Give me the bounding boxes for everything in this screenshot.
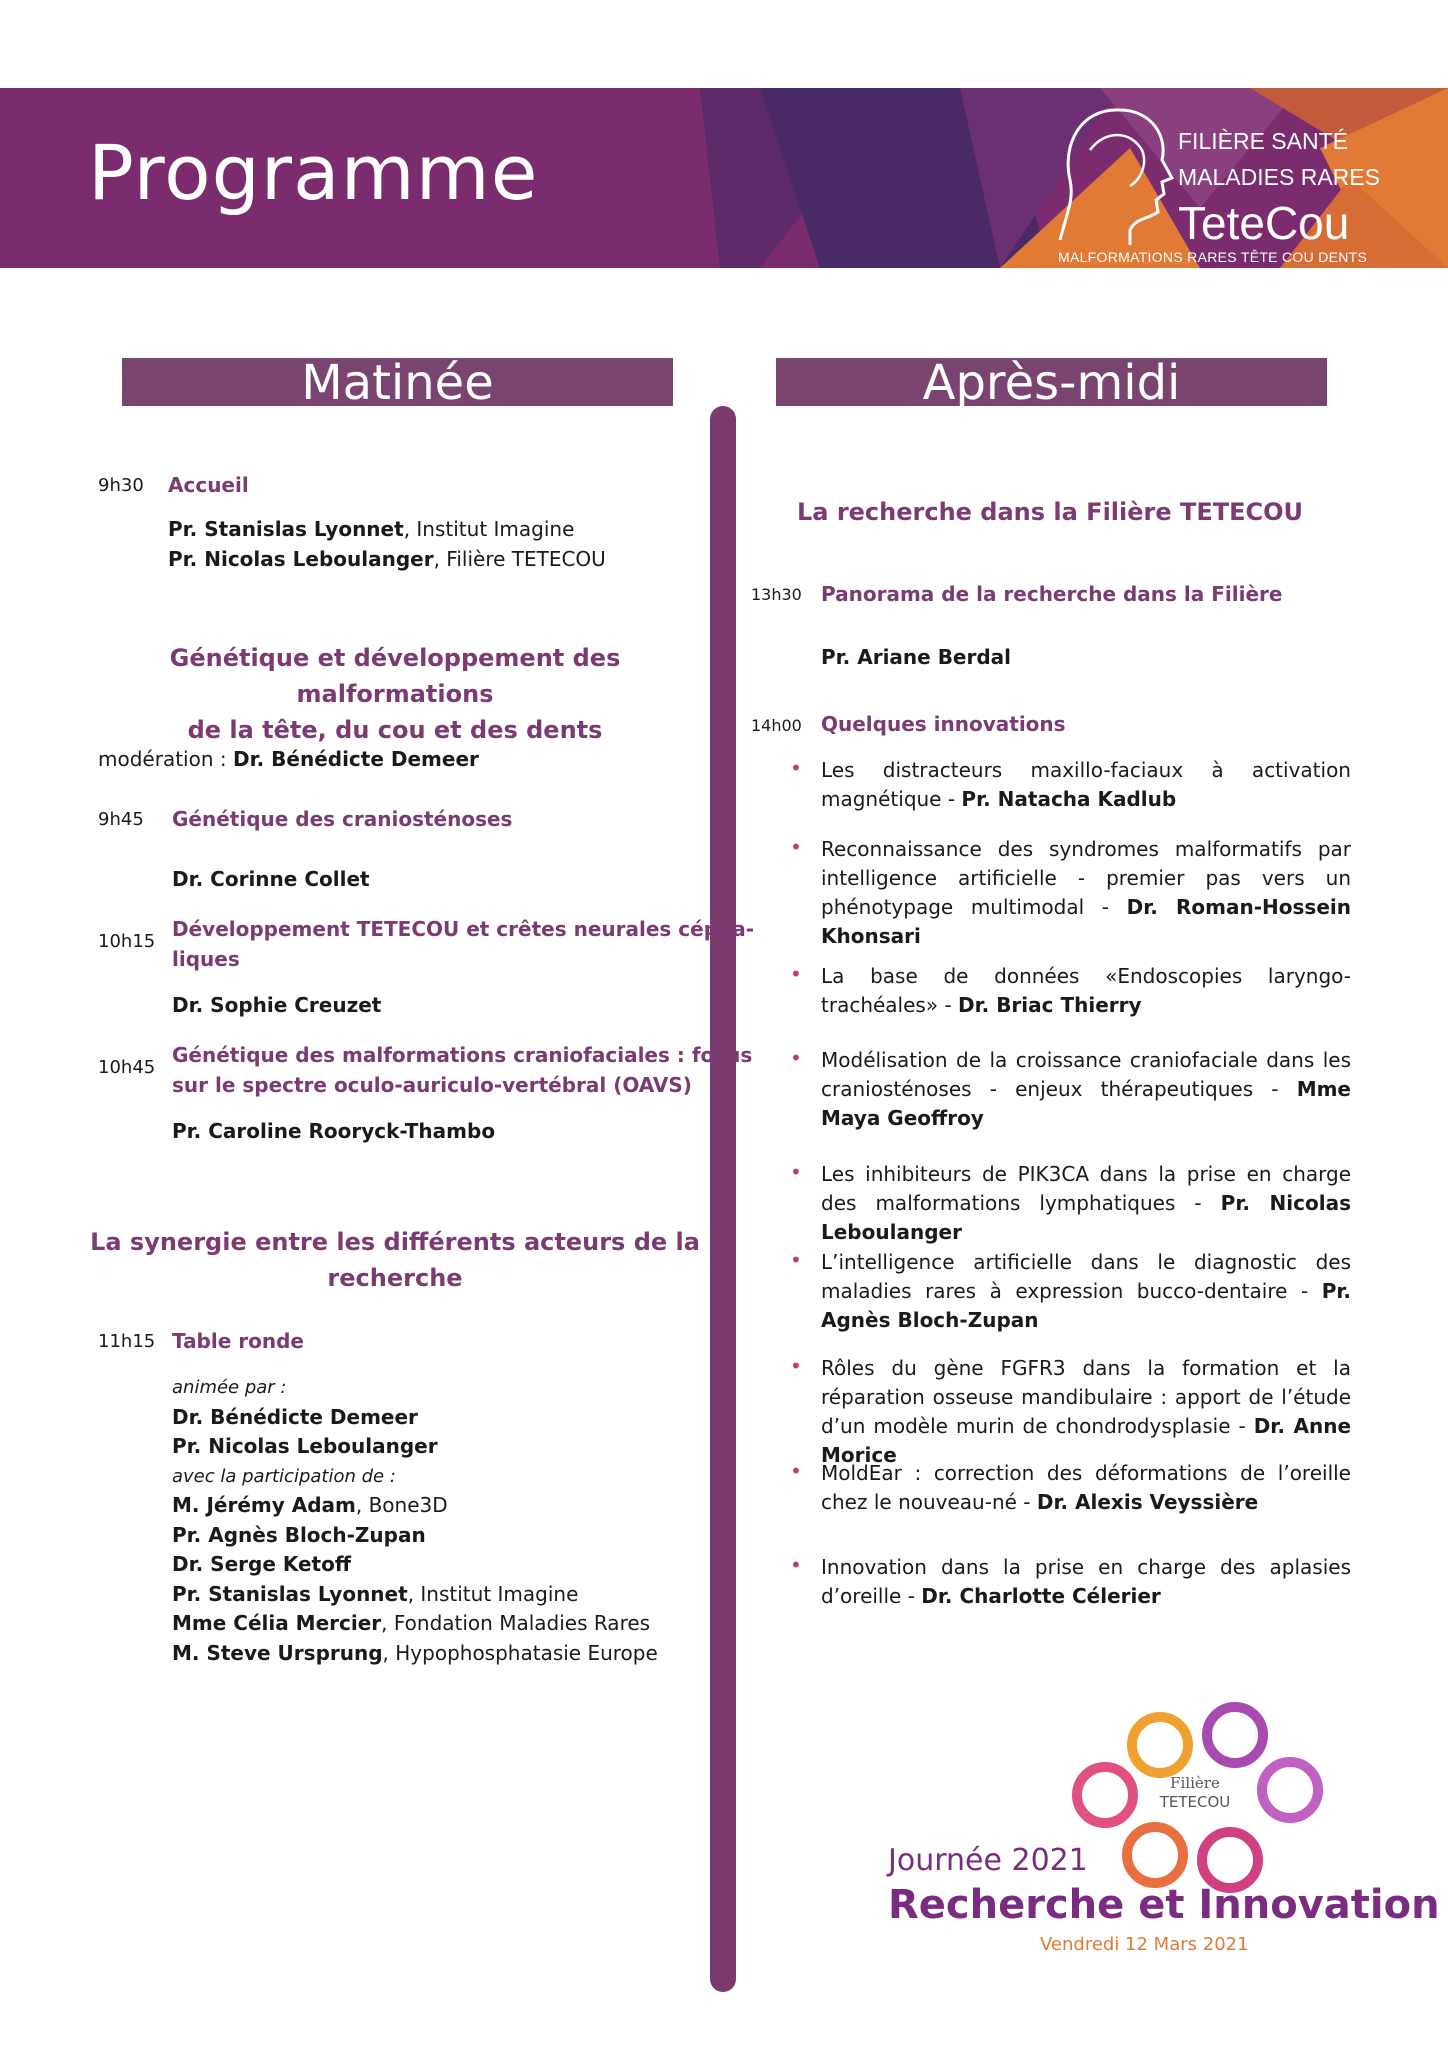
bullet-icon: •: [790, 1459, 802, 1483]
speaker-affil: , Institut Imagine: [403, 517, 575, 541]
animated-by-label: animée par :: [172, 1377, 287, 1398]
innovation-text: MoldEar : correction des déformations de l’oreille chez: [821, 1461, 1351, 1514]
session-title-line: Génétique des malformations craniofaciales : focus: [172, 1043, 753, 1067]
speaker-name: Pr. Stanislas Lyonnet: [168, 517, 404, 541]
innovation-text: Reconnaissance des syndromes malformatifs: [821, 837, 1302, 861]
bullet-icon: •: [790, 756, 802, 780]
welcome-speaker: [168, 514, 574, 544]
innovation-text: La base de données «Endoscopies laryngo-trachéales»: [821, 964, 1351, 1017]
innovation-speaker: Dr. Anne Morice: [821, 1414, 1352, 1467]
innovation-text: L’intelligence artificielle dans le diagnostic des: [821, 1250, 1351, 1274]
innovation-item: [821, 1553, 1351, 1611]
innovation-text: d’oreille -: [821, 1584, 922, 1608]
innovation-text: le nouveau-né -: [873, 1490, 1037, 1514]
innovation-text: -: [944, 993, 959, 1017]
innovation-item: [821, 1248, 1351, 1335]
innovation-text: Les distracteurs maxillo-faciaux à activation: [821, 758, 1351, 782]
innovation-item: [821, 1160, 1351, 1247]
participant-name: M. Steve Ursprung: [172, 1640, 383, 1665]
participant: [172, 1609, 658, 1639]
moderation-name: Dr. Bénédicte Demeer: [232, 747, 479, 771]
participant-name: M. Jérémy Adam: [172, 1493, 356, 1517]
innovation-text: osseuse mandibulaire : apport de l’étude d’un modèle: [821, 1385, 1352, 1438]
innovation-text: maladies rares à expression bucco-dentaire -: [821, 1279, 1322, 1303]
innovation-text: Innovation dans la prise en charge des aplasies: [821, 1555, 1351, 1579]
bullet-icon: •: [790, 835, 802, 859]
panorama-time: 13h30: [751, 585, 802, 604]
innovation-text: murin de chondrodysplasie -: [955, 1414, 1254, 1438]
roundtable-list: [172, 1373, 658, 1668]
participant: [172, 1580, 658, 1610]
theme-synergy: [90, 1224, 700, 1296]
session-title: Génétique des craniosténoses: [172, 807, 513, 831]
theme-line: recherche: [327, 1264, 463, 1292]
participant-affil: , Institut Imagine: [407, 1581, 579, 1606]
ear-circle-icon: [1132, 1717, 1188, 1773]
logo-recherche: Recherche et Innovation: [888, 1882, 1440, 1928]
session-speaker: Dr. Sophie Creuzet: [172, 993, 382, 1017]
bullet-icon: •: [790, 1354, 802, 1378]
roundtable-time: 11h15: [98, 1331, 156, 1352]
innovation-item: [821, 962, 1351, 1020]
theme-line: Génétique et développement des malformations: [169, 644, 621, 708]
innovation-speaker: Dr. Roman-Hossein Khonsari: [821, 895, 1351, 948]
participant: [172, 1639, 658, 1669]
bullet-icon: •: [790, 1248, 802, 1272]
innovation-text: magnétique -: [821, 787, 962, 811]
participant-affil: , Fondation Maladies Rares: [381, 1611, 651, 1635]
session-title-line: sur le spectre oculo-auriculo-vertébral (OAVS): [172, 1073, 692, 1097]
logo-date: Vendredi 12 Mars 2021: [1040, 1934, 1249, 1955]
innovation-text: par intelligence artificielle - premier pas vers un: [821, 837, 1351, 890]
logo-center-l1: Filière: [1170, 1774, 1220, 1792]
welcome-time: 9h30: [98, 475, 144, 496]
welcome-title: Accueil: [168, 473, 249, 497]
host-name: Dr. Bénédicte Demeer: [172, 1404, 418, 1429]
head-profile-icon: [1050, 90, 1180, 250]
logo-line-tetecou: TeteCou: [1178, 197, 1350, 249]
device-circle-icon: [1202, 1832, 1258, 1888]
innovation-item: [821, 1459, 1351, 1517]
page-title: Programme: [88, 128, 539, 217]
column-divider: [710, 406, 736, 1992]
dna-circle-icon: [1127, 1827, 1183, 1883]
participant-name: Pr. Stanislas Lyonnet: [172, 1581, 408, 1606]
logo-center-l2: TETECOU: [1159, 1793, 1231, 1811]
panorama-title: Panorama de la recherche dans la Filière: [821, 582, 1283, 606]
participant: [172, 1491, 658, 1521]
innovation-text: Les inhibiteurs de PIK3CA dans la prise en charge des: [821, 1162, 1351, 1215]
logo-line-tagline: MALFORMATIONS RARES TÊTE COU DENTS: [1058, 249, 1368, 265]
session-time: 10h15: [98, 931, 156, 952]
innovation-speaker: Pr. Natacha Kadlub: [961, 787, 1177, 811]
speaker-name: Pr. Nicolas Leboulanger: [168, 547, 434, 571]
participant-name: Mme Célia Mercier: [172, 1611, 382, 1635]
participant: [172, 1550, 658, 1580]
participant: [172, 1521, 658, 1551]
session-title-line: liques: [172, 947, 240, 971]
innovation-speaker: Dr. Briac Thierry: [958, 993, 1142, 1017]
innovation-speaker: Pr. Nicolas Leboulanger: [821, 1191, 1351, 1244]
session-title: [172, 1040, 752, 1100]
bullet-icon: •: [790, 1160, 802, 1184]
afternoon-heading: Après-midi: [776, 358, 1327, 406]
innovations-title: Quelques innovations: [821, 712, 1066, 736]
moderation-label: modération :: [98, 747, 233, 771]
bullet-icon: •: [790, 1553, 802, 1577]
innovation-text: malformations lymphatiques -: [875, 1191, 1221, 1215]
session-speaker: Dr. Corinne Collet: [172, 867, 370, 891]
robot-circle-icon: [1207, 1707, 1263, 1763]
logo-line-maladies: MALADIES RARES: [1178, 164, 1380, 190]
participant-name: Dr. Serge Ketoff: [172, 1552, 352, 1576]
welcome-speaker: [168, 544, 606, 574]
innovation-text: Rôles du gène FGFR3 dans la formation et la réparation: [821, 1356, 1351, 1409]
innovation-item: [821, 835, 1351, 951]
bullet-icon: •: [790, 962, 802, 986]
morning-heading: Matinée: [122, 358, 673, 406]
innovation-text: craniosténoses - enjeux thérapeutiques -: [821, 1077, 1297, 1101]
logo-journee: Journée 2021: [888, 1843, 1088, 1878]
innovation-speaker: Pr. Agnès Bloch-Zupan: [821, 1279, 1351, 1332]
innovation-speaker: Dr. Charlotte Célerier: [921, 1584, 1161, 1608]
innovation-item: [821, 1354, 1351, 1470]
participant-affil: , Bone3D: [355, 1493, 448, 1517]
innovation-text: Modélisation de la croissance craniofaciale dans les: [821, 1048, 1351, 1072]
session-title: [172, 914, 754, 974]
participation-label: avec la participation de :: [172, 1465, 396, 1487]
theme-line: La synergie entre les différents acteurs de la: [90, 1228, 700, 1256]
session-title-line: Développement TETECOU et crêtes neurales cépha-: [172, 917, 755, 941]
speaker-affil: , Filière TETECOU: [433, 547, 606, 571]
search-circle-icon: [1262, 1762, 1318, 1818]
participant-name: Pr. Agnès Bloch-Zupan: [172, 1522, 426, 1547]
moderation: [98, 744, 479, 774]
microscope-circle-icon: [1077, 1767, 1133, 1823]
innovation-speaker: Dr. Alexis Veyssière: [1036, 1490, 1259, 1514]
theme-line: de la tête, du cou et des dents: [187, 716, 603, 744]
session-speaker: Pr. Caroline Rooryck-Thambo: [172, 1119, 496, 1143]
session-time: 10h45: [98, 1057, 156, 1078]
session-time: 9h45: [98, 809, 144, 830]
innovation-item: [821, 756, 1351, 814]
innovations-time: 14h00: [751, 716, 802, 735]
roundtable-title: Table ronde: [172, 1329, 304, 1353]
innovation-text: phénotypage multimodal -: [821, 895, 1127, 919]
logo-line-filiere: FILIÈRE SANTÉ: [1178, 128, 1348, 154]
panorama-speaker: Pr. Ariane Berdal: [821, 645, 1012, 669]
event-logo: [870, 1680, 1440, 1980]
afternoon-theme: La recherche dans la Filière TETECOU: [796, 498, 1304, 526]
theme-genetics: [90, 640, 700, 748]
innovation-speaker: Mme Maya Geoffroy: [821, 1077, 1351, 1130]
innovation-item: [821, 1046, 1351, 1133]
bullet-icon: •: [790, 1046, 802, 1070]
host-name: Pr. Nicolas Leboulanger: [172, 1434, 438, 1458]
participant-affil: , Hypophosphatasie Europe: [382, 1640, 658, 1665]
